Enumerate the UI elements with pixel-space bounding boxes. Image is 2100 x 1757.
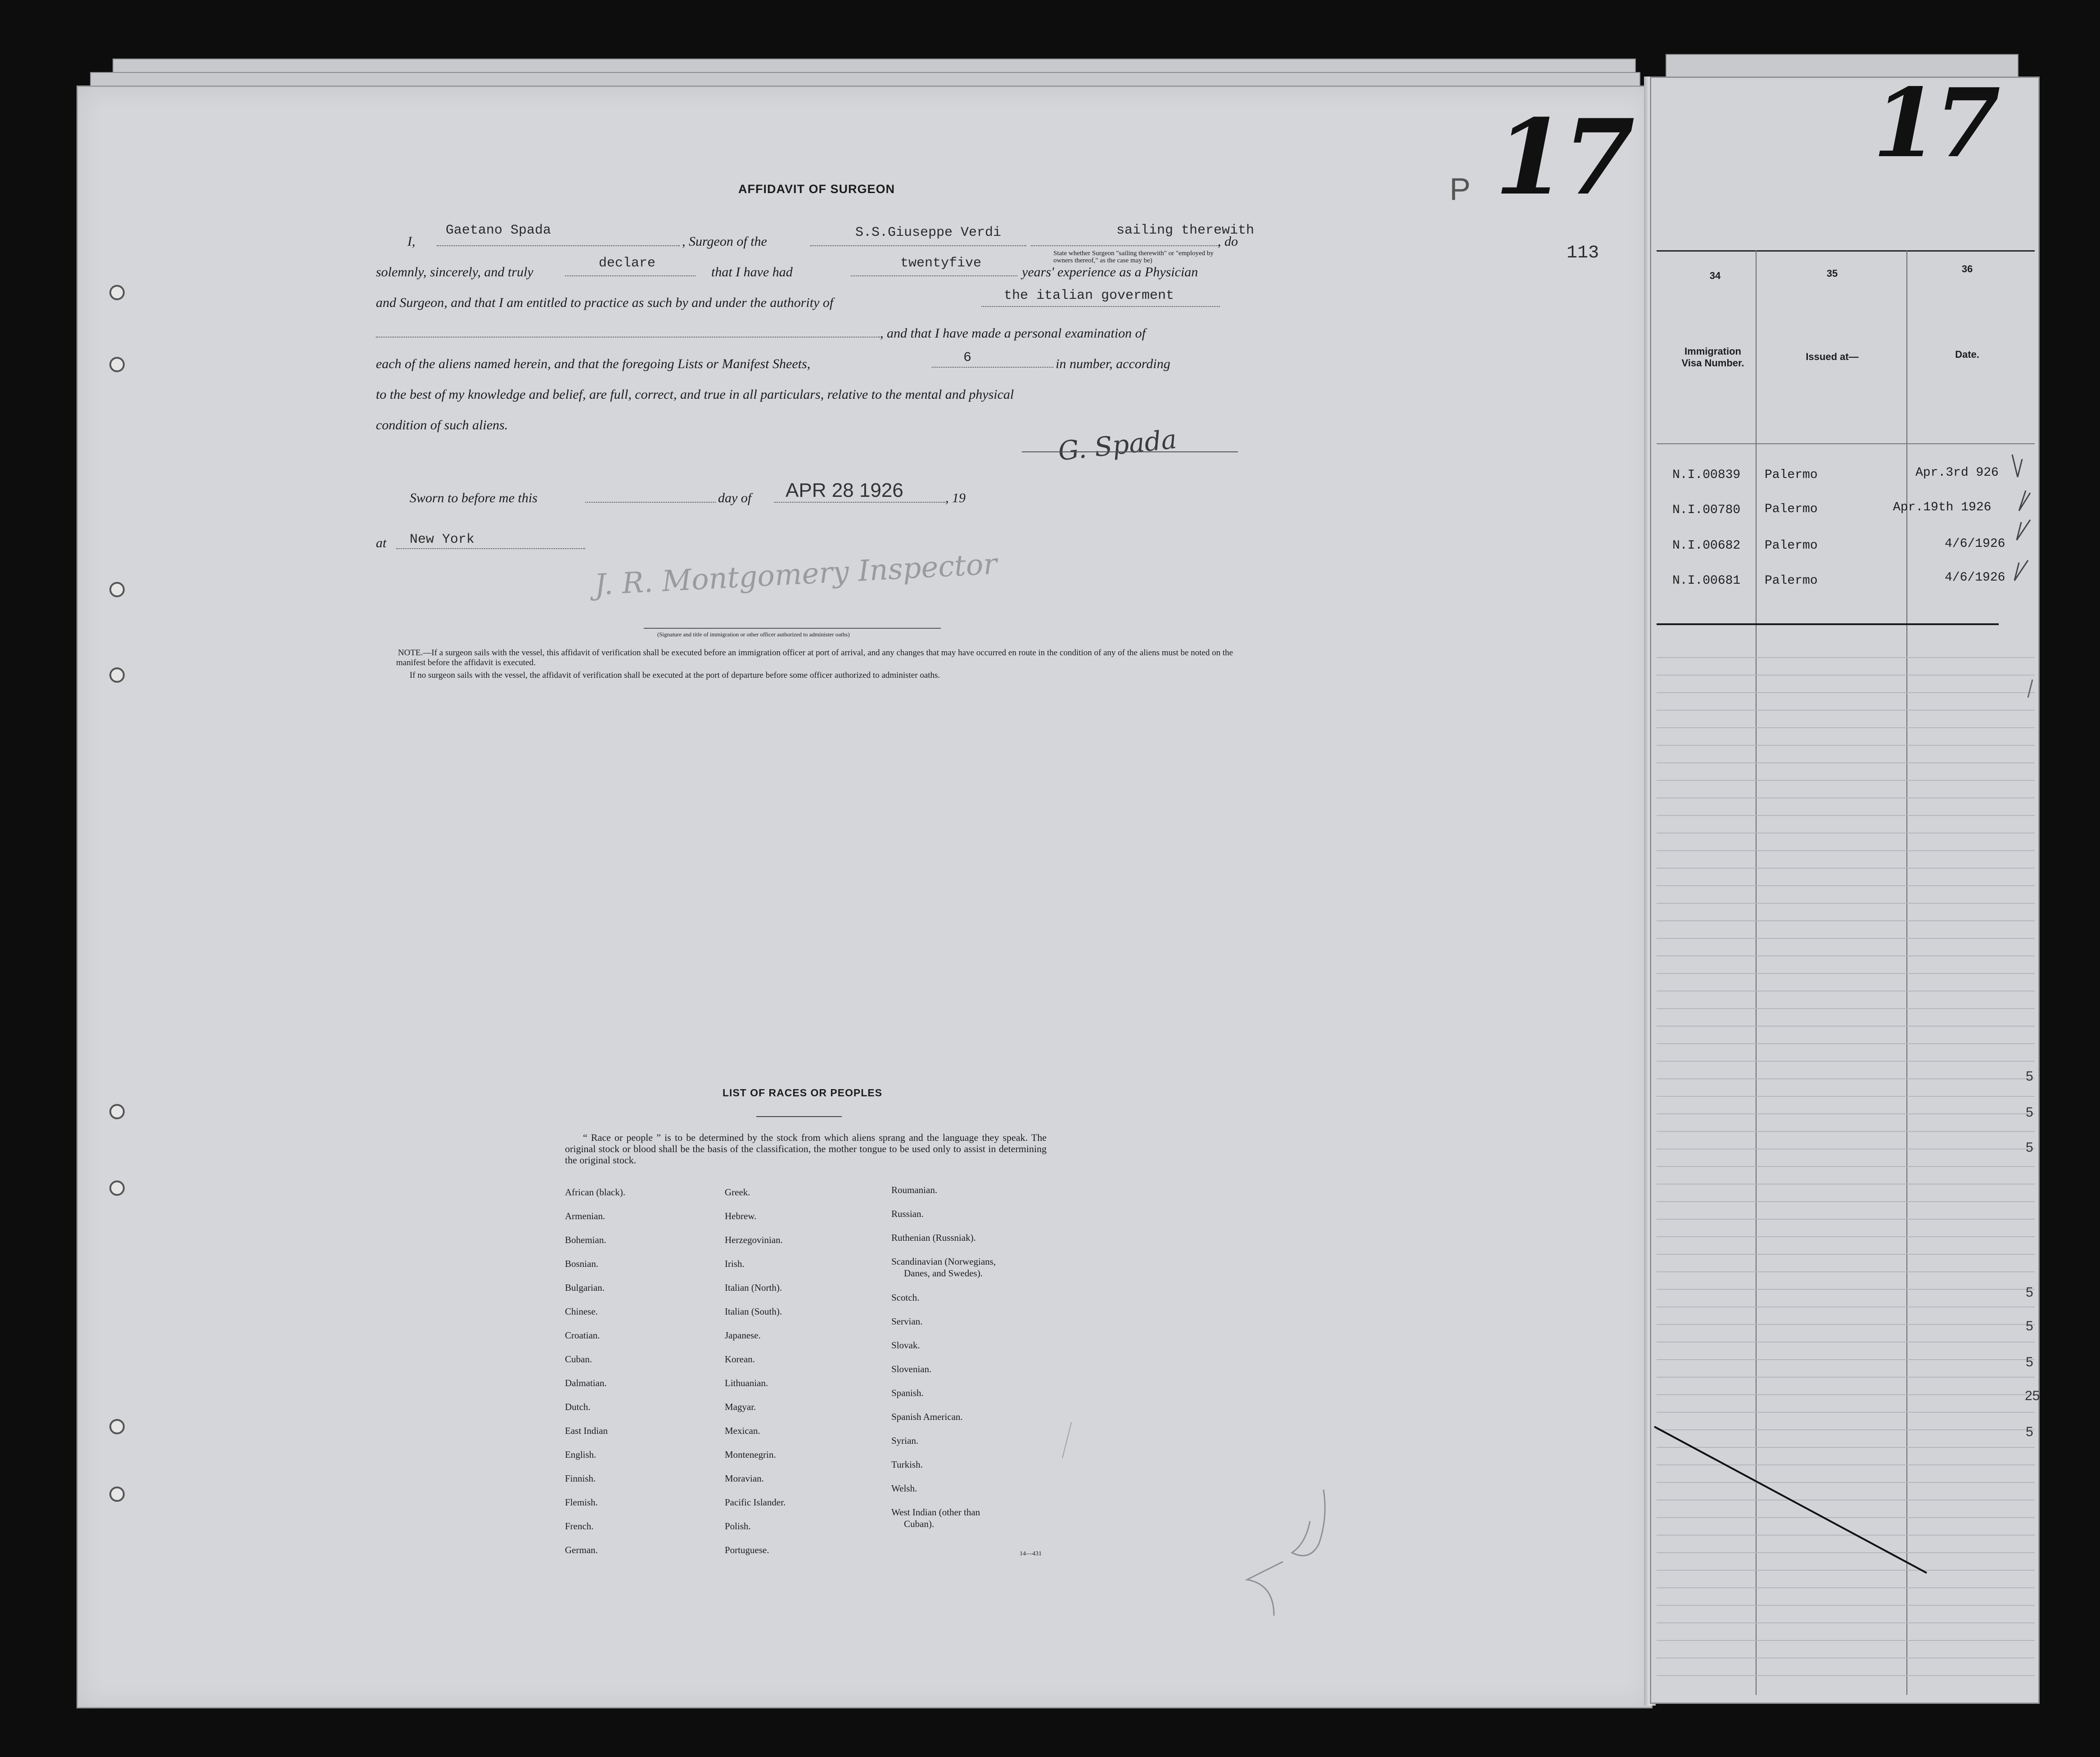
list-item: Danes, and Swedes). [904,1268,983,1279]
header-visa-number: Immigration Visa Number. [1681,346,1744,369]
text: solemnly, sincerely, and truly [376,265,533,279]
text: that I have had [711,265,793,279]
list-item: Mexican. [725,1425,760,1436]
column-number-35: 35 [1826,268,1838,279]
text: , do [1218,234,1238,249]
status-hint: State whether Surgeon "sailing therewith" or "employed by owners thereof," as the case may be) [1053,250,1214,264]
column-number-34: 34 [1709,270,1721,281]
list-item: Lithuanian. [725,1378,768,1388]
list-item: Polish. [725,1521,751,1532]
text: years' experience as a Physician [1022,265,1198,279]
list-item: African (black). [565,1187,626,1198]
surgeon-status: sailing therewith [1116,223,1255,238]
list-item: Pacific Islander. [725,1497,786,1508]
races-intro: “ Race or people ” is to be determined by the stock from which aliens sprang and the language they speak. The original stock or blood shall be the basis of the classification, the mother tongue to be used only to assist in determining the original stock. [565,1132,1047,1166]
list-item: Slovenian. [891,1364,932,1374]
list-item: Scotch. [891,1292,920,1303]
officer-signature: J. R. Montgomery Inspector [593,547,998,602]
years-experience: twentyfive [900,256,982,271]
list-item: Russian. [891,1208,924,1219]
visa-number: N.I.00682 [1672,539,1741,553]
text: , and that I have made a personal examination of [880,326,1146,341]
issued-at: Palermo [1765,502,1818,516]
list-item: Dutch. [565,1401,591,1412]
text: to the best of my knowledge and belief, are full, correct, and true in all particulars, relative to the mental and physical [376,387,1014,402]
date-stamp: APR 28 1926 [786,479,903,501]
margin-mark: 5 [2026,1105,2033,1120]
note-2: If no surgeon sails with the vessel, the affidavit of verification shall be executed at the port of departure before some officer authorized to administer oaths. [410,671,940,680]
vessel-name: S.S.Giuseppe Verdi [855,225,1002,240]
list-item: Montenegrin. [725,1449,776,1460]
sworn-place: New York [410,532,475,547]
header-issued-at: Issued at— [1806,351,1859,362]
list-item: Servian. [891,1316,923,1327]
visa-number: N.I.00681 [1672,574,1741,588]
list-item: Finnish. [565,1473,596,1484]
sheet-count: 6 [963,350,972,365]
margin-mark: 5 [2026,1069,2033,1084]
list-item: Armenian. [565,1211,605,1221]
text: Sworn to before me this [410,491,537,505]
list-item: Moravian. [725,1473,764,1484]
text: each of the aliens named herein, and that the foregoing Lists or Manifest Sheets, [376,356,811,371]
list-item: Scandinavian (Norwegians, [891,1256,996,1267]
surgeon-name: Gaetano Spada [446,223,551,238]
officer-caption: (Signature and title of immigration or other officer authorized to administer oaths) [657,631,850,638]
note-1: NOTE.—If a surgeon sails with the vessel, this affidavit of verification shall be executed before an immigration officer at port of arrival, and any changes that may have occurred en route in the condition of any of the aliens must be noted on the manifest before the affidavit is executed. [396,648,1233,667]
list-item: Dalmatian. [565,1378,607,1388]
visa-number: N.I.00839 [1672,468,1741,482]
list-item: English. [565,1449,596,1460]
list-item: West Indian (other than [891,1507,980,1518]
header-date: Date. [1955,349,1979,360]
list-item: Korean. [725,1354,755,1365]
races-title: LIST OF RACES OR PEOPLES [723,1087,882,1099]
list-item: Flemish. [565,1497,598,1508]
list-item: Turkish. [891,1459,923,1470]
form-number: 14—431 [1020,1550,1042,1557]
visa-date: Apr.19th 1926 [1893,500,1992,514]
list-item: Herzegovinian. [725,1234,783,1245]
list-item: Cuban). [904,1518,935,1529]
list-item: Chinese. [565,1306,598,1317]
list-item: Spanish American. [891,1411,963,1422]
text: I, [407,234,415,249]
visa-date: 4/6/1926 [1945,537,2005,551]
list-item: Syrian. [891,1435,919,1446]
margin-mark: 5 [2026,1355,2033,1370]
list-item: Italian (North). [725,1282,782,1293]
sheet-number-left: 17 [1495,97,1632,218]
page-number: 113 [1567,243,1599,263]
declare-word: declare [599,256,656,271]
text: day of [718,491,752,505]
text: at [376,536,387,550]
surgeon-signature: G. Spada [1057,423,1179,467]
list-item: Spanish. [891,1388,924,1398]
column-number-36: 36 [1961,263,1973,275]
list-item: Hebrew. [725,1211,757,1221]
list-item: Cuban. [565,1354,592,1365]
visa-number: N.I.00780 [1672,503,1741,517]
list-item: Japanese. [725,1330,761,1341]
issued-at: Palermo [1765,574,1818,588]
list-item: Roumanian. [891,1185,938,1195]
list-item: Irish. [725,1258,745,1269]
list-item: Ruthenian (Russniak). [891,1232,976,1243]
list-item: Slovak. [891,1340,920,1351]
affidavit-title: AFFIDAVIT OF SURGEON [738,182,895,196]
list-item: Welsh. [891,1483,917,1494]
sheet-number-right: 17 [1873,68,1997,179]
list-item: Portuguese. [725,1545,769,1555]
list-item: Croatian. [565,1330,600,1341]
text: and Surgeon, and that I am entitled to practice as such by and under the authority of [376,295,834,310]
margin-mark: 25 [2025,1388,2040,1403]
list-item: Italian (South). [725,1306,782,1317]
list-item: Magyar. [725,1401,756,1412]
issued-at: Palermo [1765,539,1818,553]
visa-date: 4/6/1926 [1945,571,2005,585]
margin-mark: 5 [2026,1285,2033,1300]
margin-mark: 5 [2026,1140,2033,1155]
text: in number, according [1056,356,1170,371]
list-item: Bosnian. [565,1258,599,1269]
authority: the italian goverment [1004,288,1174,303]
list-item: German. [565,1545,598,1555]
list-item: French. [565,1521,594,1532]
text: condition of such aliens. [376,418,508,432]
list-item: Greek. [725,1187,750,1198]
list-item: Bulgarian. [565,1282,605,1293]
list-item: Bohemian. [565,1234,606,1245]
margin-mark: 5 [2026,1319,2033,1334]
text: , 19 [945,491,966,505]
list-item: East Indian [565,1425,608,1436]
text: , Surgeon of the [682,234,767,249]
margin-mark: 5 [2026,1424,2033,1439]
visa-date: Apr.3rd 926 [1915,466,1999,480]
handwritten-mark: P [1450,171,1471,207]
issued-at: Palermo [1765,468,1818,482]
